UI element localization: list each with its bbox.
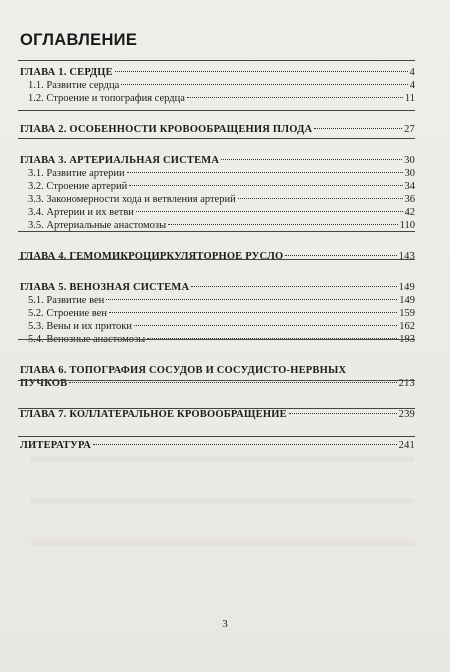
bleed-through-shadow <box>30 456 415 462</box>
toc-section-3-3[interactable]: 3.3. Закономерности хода и ветвления артерий 36 <box>28 194 415 205</box>
divider <box>18 339 415 340</box>
toc-chapter-2[interactable]: ГЛАВА 2. ОСОБЕННОСТИ КРОВООБРАЩЕНИЯ ПЛОДА 27 <box>20 124 415 135</box>
divider <box>18 436 415 437</box>
bleed-through-shadow <box>30 498 415 504</box>
toc-section-5-1[interactable]: 5.1. Развитие вен 149 <box>28 295 415 306</box>
page-number: 3 <box>222 618 228 630</box>
divider <box>18 60 415 61</box>
toc-chapter-5[interactable]: ГЛАВА 5. ВЕНОЗНАЯ СИСТЕМА 149 <box>20 282 415 293</box>
page-title: ОГЛАВЛЕНИЕ <box>20 31 138 49</box>
toc-section-1-1[interactable]: 1.1. Развитие сердца 4 <box>28 80 415 91</box>
toc-section-3-1[interactable]: 3.1. Развитие артерии 30 <box>28 168 415 179</box>
toc-literature[interactable]: ЛИТЕРАТУРА 241 <box>20 440 415 451</box>
bleed-through-shadow <box>30 540 415 546</box>
toc-chapter-4[interactable]: ГЛАВА 4. ГЕМОМИКРОЦИРКУЛЯТОРНОЕ РУСЛО 143 <box>20 251 415 262</box>
toc-chapter-1[interactable]: ГЛАВА 1. СЕРДЦЕ 4 <box>20 67 415 78</box>
toc-section-3-2[interactable]: 3.2. Строение артерий 34 <box>28 181 415 192</box>
toc-chapter-3[interactable]: ГЛАВА 3. АРТЕРИАЛЬНАЯ СИСТЕМА 30 <box>20 155 415 166</box>
divider <box>18 231 415 232</box>
divider <box>18 408 415 409</box>
toc-section-1-2[interactable]: 1.2. Строение и топография сердца 11 <box>28 93 415 104</box>
divider <box>18 138 415 139</box>
divider <box>18 110 415 111</box>
toc-chapter-6[interactable]: ГЛАВА 6. ТОПОГРАФИЯ СОСУДОВ И СОСУДИСТО-НЕРВНЫХ ПУЧКОВ 213 <box>20 365 415 389</box>
toc-section-3-5[interactable]: 3.5. Артериальные анастомозы 110 <box>28 220 415 231</box>
toc-section-5-4[interactable]: 5.4. Венозные анастомозы 193 <box>28 334 415 345</box>
divider <box>18 259 415 260</box>
toc-chapter-7[interactable]: ГЛАВА 7. КОЛЛАТЕРАЛЬНОЕ КРОВООБРАЩЕНИЕ 239 <box>20 409 415 420</box>
toc-section-5-3[interactable]: 5.3. Вены и их притоки 162 <box>28 321 415 332</box>
toc-section-5-2[interactable]: 5.2. Строение вен 159 <box>28 308 415 319</box>
toc-section-3-4[interactable]: 3.4. Артерии и их ветви 42 <box>28 207 415 218</box>
divider <box>18 380 415 381</box>
